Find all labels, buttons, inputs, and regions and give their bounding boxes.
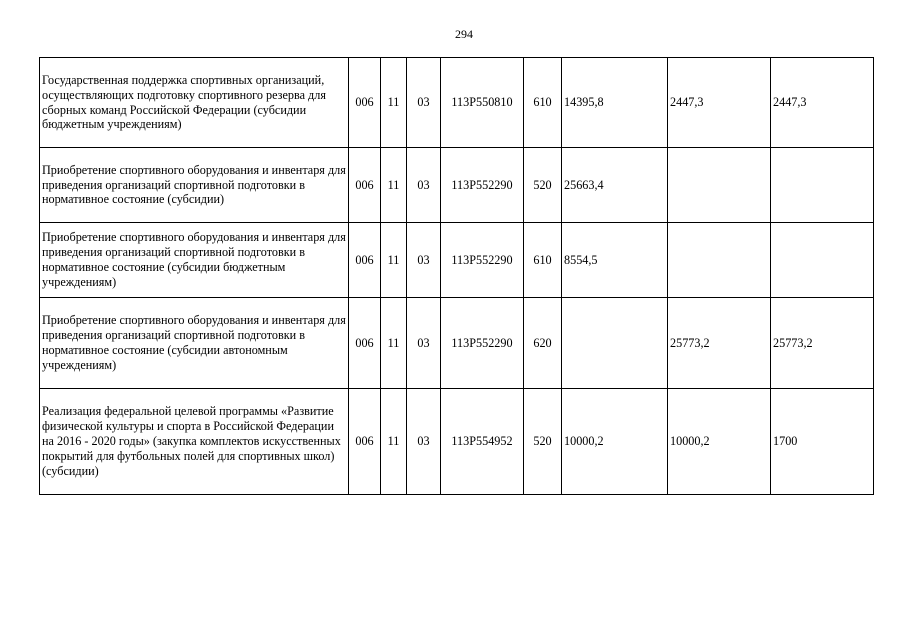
expense-type-code: 520 (524, 389, 562, 495)
amount-1: 14395,8 (562, 58, 668, 148)
ministry-code: 006 (349, 148, 381, 223)
ministry-code: 006 (349, 389, 381, 495)
table-row (40, 58, 874, 148)
target-code: 113P552290 (441, 148, 524, 223)
table-row (40, 148, 874, 223)
subsection-code: 03 (407, 223, 441, 298)
item-name: Реализация федеральной целевой программы «Развитие физической культуры и спорта в Российской Федерации на 2016 - 2020 годы» (закупка комплектов искусственных покрытий для футбольных полей для спортивных школ) (субсидии) (40, 389, 349, 495)
amount-1: 25663,4 (562, 148, 668, 223)
amount-3: 2447,3 (771, 58, 874, 148)
amount-2: 25773,2 (668, 298, 771, 389)
subsection-code: 03 (407, 58, 441, 148)
amount-1: 10000,2 (562, 389, 668, 495)
expense-type-code: 520 (524, 148, 562, 223)
item-name: Приобретение спортивного оборудования и инвентаря для приведения организаций спортивной подготовки в нормативное состояние (субсидии бюджетным учреждениям) (40, 223, 349, 298)
page-number: 294 (455, 27, 473, 41)
table-row (40, 389, 874, 495)
ministry-code: 006 (349, 223, 381, 298)
amount-3: 1700 (771, 389, 874, 495)
amount-2 (668, 148, 771, 223)
item-name: Приобретение спортивного оборудования и инвентаря для приведения организаций спортивной подготовки в нормативное состояние (субсидии автономным учреждениям) (40, 298, 349, 389)
amount-2: 2447,3 (668, 58, 771, 148)
section-code: 11 (381, 223, 407, 298)
expense-type-code: 610 (524, 58, 562, 148)
section-code: 11 (381, 298, 407, 389)
subsection-code: 03 (407, 389, 441, 495)
target-code: 113P552290 (441, 298, 524, 389)
target-code: 113P554952 (441, 389, 524, 495)
target-code: 113P550810 (441, 58, 524, 148)
ministry-code: 006 (349, 298, 381, 389)
section-code: 11 (381, 389, 407, 495)
table-row (40, 298, 874, 389)
item-name: Приобретение спортивного оборудования и инвентаря для приведения организаций спортивной подготовки в нормативное состояние (субсидии) (40, 148, 349, 223)
item-name: Государственная поддержка спортивных организаций, осуществляющих подготовку спортивного резерва для сборных команд Российской Федерации (субсидии бюджетным учреждениям) (40, 58, 349, 148)
amount-1: 8554,5 (562, 223, 668, 298)
amount-2 (668, 223, 771, 298)
expense-type-code: 620 (524, 298, 562, 389)
subsection-code: 03 (407, 148, 441, 223)
budget-table (39, 57, 874, 495)
amount-3 (771, 223, 874, 298)
expense-type-code: 610 (524, 223, 562, 298)
amount-3 (771, 148, 874, 223)
amount-3: 25773,2 (771, 298, 874, 389)
ministry-code: 006 (349, 58, 381, 148)
target-code: 113P552290 (441, 223, 524, 298)
amount-1 (562, 298, 668, 389)
amount-2: 10000,2 (668, 389, 771, 495)
section-code: 11 (381, 58, 407, 148)
section-code: 11 (381, 148, 407, 223)
subsection-code: 03 (407, 298, 441, 389)
table-row (40, 223, 874, 298)
